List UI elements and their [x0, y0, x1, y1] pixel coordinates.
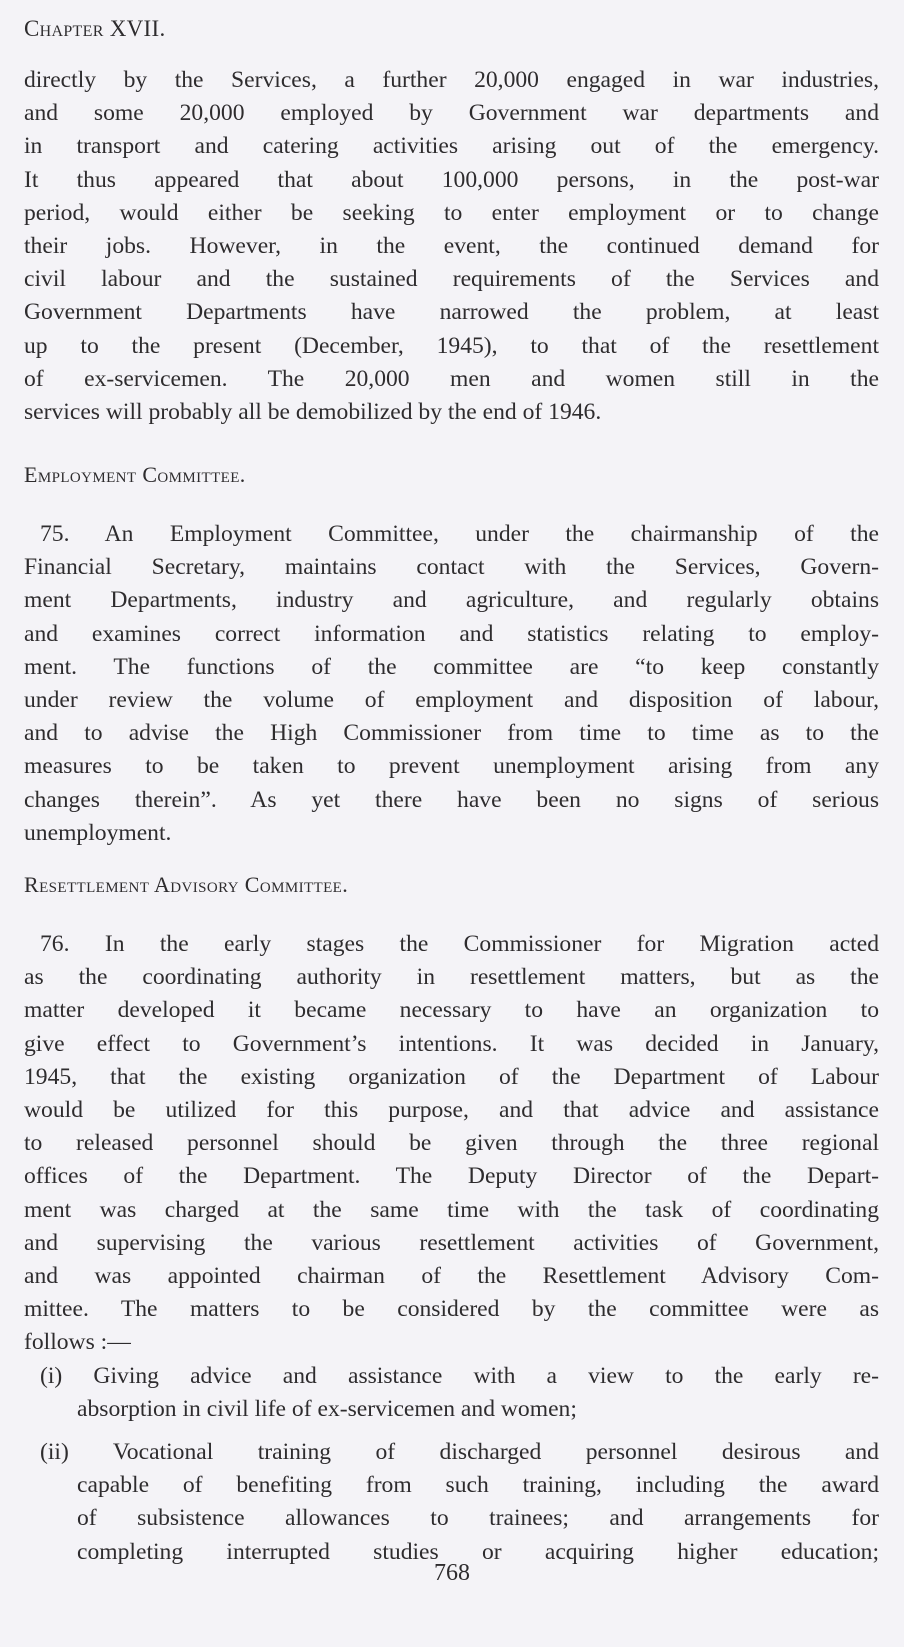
list-text: Giving advice and assistance with a view to the early re-: [93, 1363, 879, 1389]
text-line: and examines correct information and statistics relating to employ-: [24, 620, 879, 647]
intro-paragraph: [24, 64, 879, 429]
text-line: civil labour and the sustained requirements of the Services and: [24, 266, 879, 293]
text-line: changes therein”. As yet there have been no signs of serious: [24, 786, 879, 813]
text-line: follows :—: [24, 1329, 131, 1356]
text-line: and some 20,000 employed by Government war departments and: [24, 100, 879, 127]
text-line: Financial Secretary, maintains contact with the Services, Govern-: [24, 554, 879, 581]
list-marker: (ii): [40, 1439, 69, 1465]
text-line: of subsistence allowances to trainees; and arrangements for: [77, 1505, 879, 1532]
paragraph-76: [24, 928, 879, 1359]
text-line: of ex-servicemen. The 20,000 men and women still in the: [24, 365, 879, 392]
text-line: unemployment.: [24, 819, 172, 846]
paragraph-75: [24, 518, 879, 850]
text-line: give effect to Government’s intentions. It was decided in January,: [24, 1030, 879, 1057]
text-line: and supervising the various resettlement activities of Government,: [24, 1229, 879, 1256]
list-item-i: [24, 1360, 879, 1426]
text-line: capable of benefiting from such training, including the award: [77, 1472, 879, 1499]
text-line: period, would either be seeking to enter employment or to change: [24, 199, 879, 226]
text-line: It thus appeared that about 100,000 persons, in the post-war: [24, 166, 879, 193]
list-item-first-line: [24, 1436, 879, 1469]
document-page: [20, 0, 884, 1647]
list-text: Vocational training of discharged personnel desirous and: [112, 1439, 879, 1465]
text-line: completing interrupted studies or acquiring higher education;: [77, 1538, 879, 1565]
text-line: as the coordinating authority in resettlement matters, but as the: [24, 964, 879, 991]
text-line: 76. In the early stages the Commissioner for Migration acted: [40, 931, 879, 957]
text-line: services will probably all be demobilized by the end of 1946.: [24, 398, 602, 425]
page-number: 768: [434, 1560, 470, 1586]
text-line: and to advise the High Commissioner from time to time as to the: [24, 720, 879, 747]
text-line: would be utilized for this purpose, and that advice and assistance: [24, 1096, 879, 1123]
text-line: and was appointed chairman of the Resettlement Advisory Com-: [24, 1262, 879, 1289]
text-line: mittee. The matters to be considered by the committee were as: [24, 1296, 879, 1323]
text-line: ment was charged at the same time with the task of coordinating: [24, 1196, 879, 1223]
text-line: offices of the Department. The Deputy Director of the Depart-: [24, 1163, 879, 1190]
text-line: 1945, that the existing organization of the Department of Labour: [24, 1063, 879, 1090]
list-item-first-line: [24, 1360, 879, 1393]
text-line: absorption in civil life of ex-servicemen and women;: [77, 1396, 577, 1423]
list-marker: (i): [40, 1363, 63, 1389]
text-line: up to the present (December, 1945), to that of the resettlement: [24, 332, 879, 359]
text-line: measures to be taken to prevent unemployment arising from any: [24, 753, 879, 780]
text-line: 75. An Employment Committee, under the chairmanship of the: [40, 521, 879, 547]
text-line: under review the volume of employment and disposition of labour,: [24, 686, 879, 713]
text-line: directly by the Services, a further 20,000 engaged in war industries,: [24, 67, 879, 93]
text-line: Government Departments have narrowed the problem, at least: [24, 299, 879, 326]
text-line: to released personnel should be given through the three regional: [24, 1130, 879, 1157]
text-line: in transport and catering activities arising out of the emergency.: [24, 133, 879, 160]
section-heading-employment-committee: Employment Committee.: [24, 462, 246, 487]
text-line: matter developed it became necessary to have an organization to: [24, 997, 879, 1024]
running-head: Chapter XVII.: [24, 16, 166, 41]
section-heading-resettlement-advisory-committee: Resettlement Advisory Committee.: [24, 872, 349, 897]
text-line: ment. The functions of the committee are “to keep constantly: [24, 653, 879, 680]
text-line: their jobs. However, in the event, the continued demand for: [24, 232, 879, 259]
text-line: ment Departments, industry and agriculture, and regularly obtains: [24, 587, 879, 614]
list-item-ii: [24, 1436, 879, 1569]
